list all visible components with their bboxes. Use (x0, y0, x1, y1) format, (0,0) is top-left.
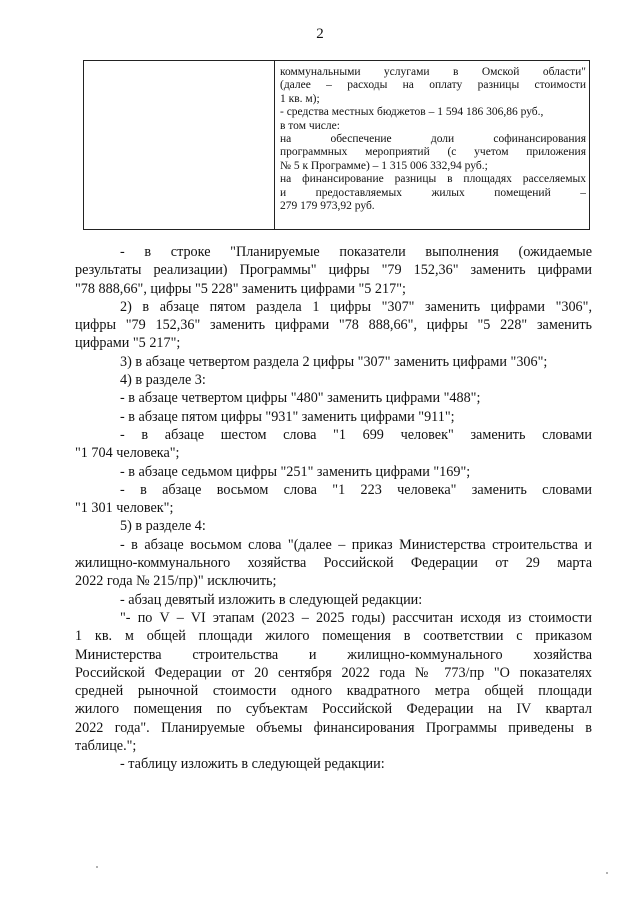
text-line: результаты реализации) Программы" цифры "79 152,36" заменить цифрами (75, 262, 592, 279)
text-line: средней рыночной стоимости одного квадратного метра общей площади (75, 683, 592, 700)
document-body (75, 243, 592, 774)
text-line: "78 888,66", цифры "5 228" заменить цифрами "5 217"; (75, 280, 406, 297)
text-line: - таблицу изложить в следующей редакции: (120, 756, 385, 773)
text-line: - в абзаце седьмом цифры "251" заменить цифрами "169"; (120, 463, 471, 480)
text-line: Министерства строительства и жилищно-коммунального хозяйства (75, 646, 592, 663)
text-line: - абзац девятый изложить в следующей редакции: (120, 591, 423, 608)
text-line: цифрами "5 217"; (75, 335, 181, 352)
page-number: 2 (316, 26, 324, 42)
text-line: Российской Федерации от 20 сентября 2022 года № 773/пр "О показателях (75, 664, 592, 681)
text-line: 3) в абзаце четвертом раздела 2 цифры "307" заменить цифрами "306"; (120, 353, 548, 370)
cell-text-line: коммунальными услугами в Омской области" (280, 66, 586, 78)
cell-text-line: на финансирование разницы в площадях расселяемых (280, 173, 586, 186)
cell-text-line: (далее – расходы на оплату разницы стоимости (280, 79, 586, 92)
text-line: "1 704 человека"; (75, 445, 180, 462)
text-line: "1 301 человек"; (75, 500, 174, 517)
cell-text-line: в том числе: (280, 119, 340, 132)
text-line: 2022 года". Планируемые объемы финансирования Программы приведены в (75, 719, 592, 736)
cell-text-line: на обеспечение доли софинансирования (280, 133, 586, 146)
cell-text-line: № 5 к Программе) – 1 315 006 332,94 руб.; (280, 159, 488, 172)
text-line: - в абзаце четвертом цифры "480" заменить цифрами "488"; (120, 390, 481, 407)
text-line: жилого помещения по субъектам Российской Федерации на IV квартал (75, 701, 592, 718)
cell-text-line: программных мероприятий (с учетом приложения (280, 146, 586, 159)
text-line: 1 кв. м общей площади жилого помещения в соответствии с приказом (75, 628, 592, 645)
cell-text-line: - средства местных бюджетов – 1 594 186 306,86 руб., (280, 106, 544, 119)
text-line: - в абзаце шестом слова "1 699 человек" заменить словами (120, 426, 592, 443)
cell-text-line: и предоставляемых жилых помещений – (280, 186, 586, 199)
continued-table (83, 60, 590, 230)
text-line: цифры "79 152,36" заменить цифрами "78 888,66", цифры "5 228" заменить (75, 317, 592, 334)
text-line: 5) в разделе 4: (120, 518, 206, 535)
text-line: - в строке "Планируемые показатели выполнения (ожидаемые (120, 244, 592, 260)
table-row (84, 61, 590, 230)
text-line: 2) в абзаце пятом раздела 1 цифры "307" заменить цифрами "306", (120, 298, 592, 315)
table-cell-left (84, 61, 275, 230)
table-cell-right (275, 61, 590, 230)
scan-speck (606, 872, 608, 874)
text-line: - в абзаце восьмом слова "1 223 человека" заменить словами (120, 481, 592, 498)
cell-text-line: 1 кв. м); (280, 92, 320, 105)
text-line: таблице."; (75, 738, 137, 755)
cell-text-line: 279 179 973,92 руб. (280, 200, 375, 213)
text-line: - в абзаце пятом цифры "931" заменить цифрами "911"; (120, 408, 455, 425)
text-line: жилищно-коммунального хозяйства Российской Федерации от 29 марта (75, 555, 592, 572)
text-line: - в абзаце восьмом слова "(далее – приказ Министерства строительства и (120, 536, 592, 553)
scan-speck (96, 866, 98, 868)
text-line: "- по V – VI этапам (2023 – 2025 годы) рассчитан исходя из стоимости (120, 609, 592, 626)
text-line: 2022 года № 215/пр)" исключить; (75, 573, 277, 590)
text-line: 4) в разделе 3: (120, 372, 206, 389)
